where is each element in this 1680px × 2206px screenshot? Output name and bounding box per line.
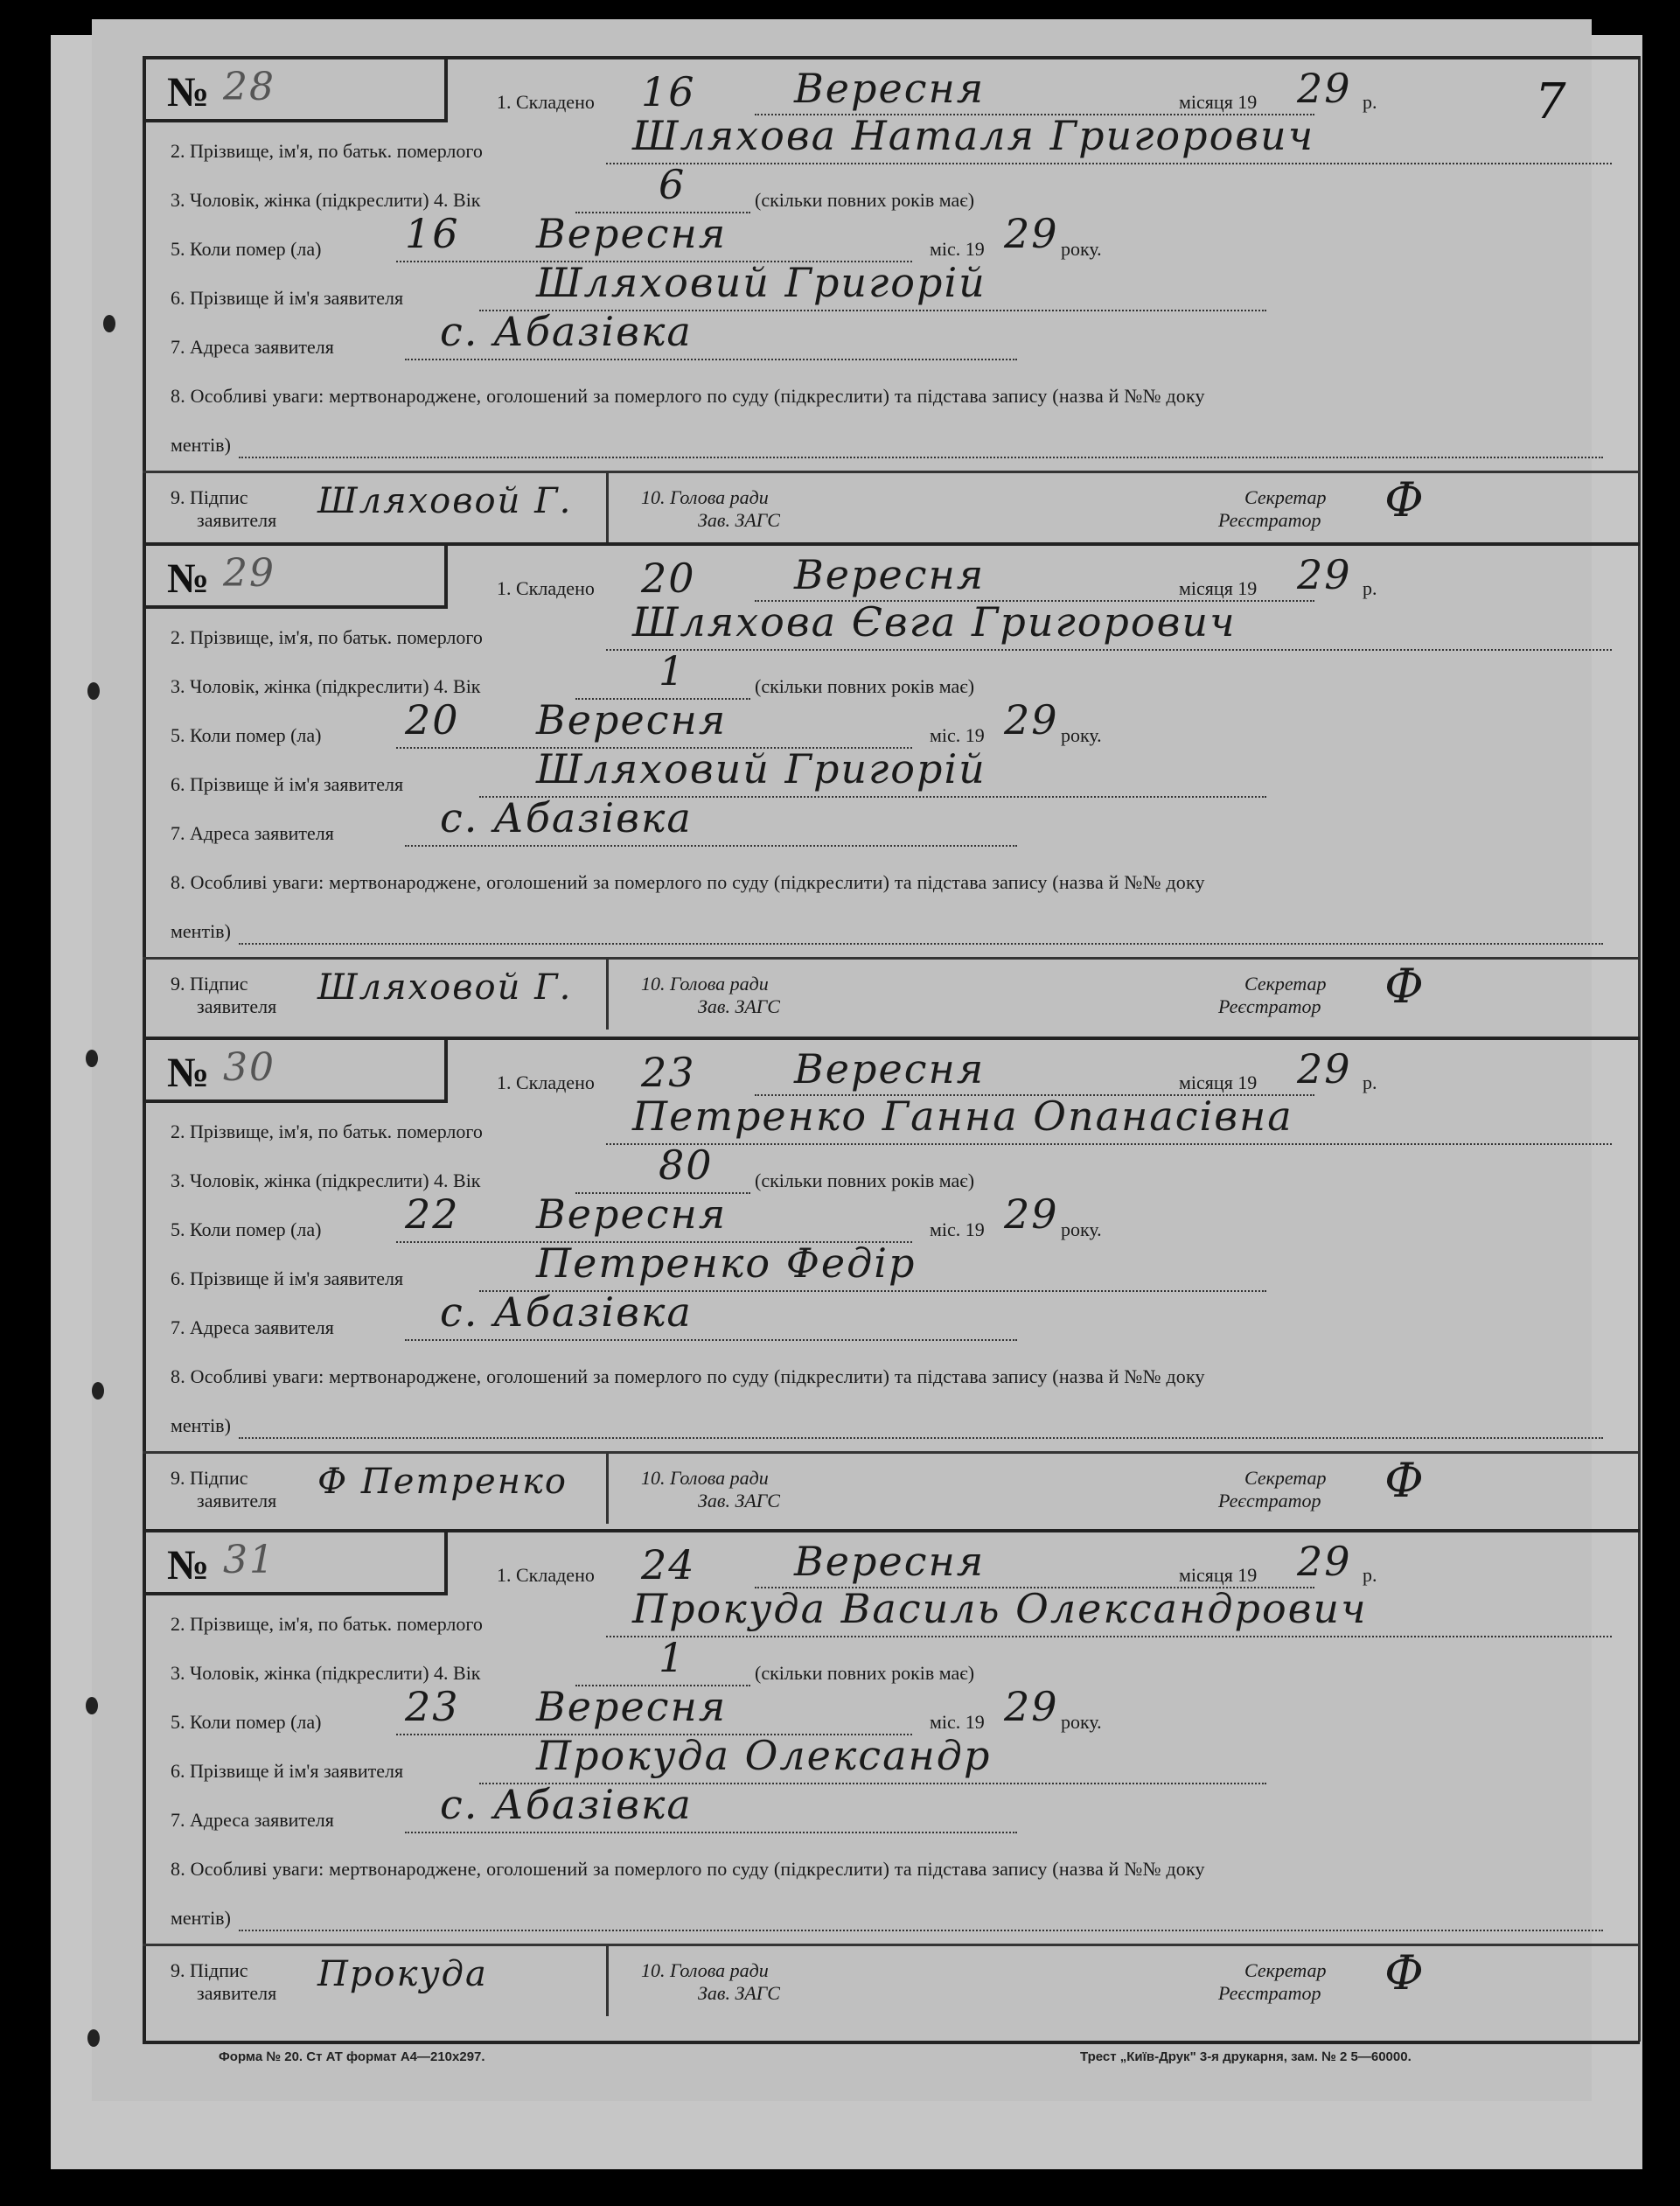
punch-hole — [103, 315, 115, 332]
number-sign: № — [167, 1050, 210, 1096]
label-month-year: місяця 19 — [1179, 91, 1258, 113]
dotted-line — [606, 1636, 1612, 1637]
death-record — [143, 542, 1640, 1032]
record-number-box — [143, 1040, 448, 1103]
record-number-box — [143, 1532, 448, 1595]
compiled-day: 24 — [641, 1541, 696, 1588]
label-surname: 2. Прізвище, ім'я, по батьк. померлого — [171, 626, 483, 648]
label-applicant: 6. Прізвище й ім'я заявителя — [171, 1267, 404, 1289]
label-death-year: міс. 19 — [930, 1711, 985, 1733]
deceased-age: 6 — [659, 161, 687, 208]
record-number: 31 — [223, 1538, 275, 1582]
death-month: Вересня — [536, 1683, 728, 1730]
label-sex-age: 3. Чоловік, жінка (підкреслити) 4. Вік — [171, 189, 481, 211]
applicant-signature: Шляховой Г. — [317, 481, 573, 521]
label-secretary: Секретар — [1244, 1467, 1327, 1489]
label-special-notes: 8. Особливі уваги: мертвонароджене, оголошений за померлого по суду (підкреслити) та підстава запису (назва й №№ доку — [171, 871, 1205, 893]
label-documents: ментів) — [171, 1907, 231, 1929]
number-sign: № — [167, 1542, 210, 1588]
label-death-date: 5. Коли помер (ла) — [171, 1711, 322, 1733]
label-documents: ментів) — [171, 1414, 231, 1436]
record-number: 28 — [223, 65, 275, 109]
footer-printer: Трест „Київ-Друк" 3-я друкарня, зам. № 2 5—60000. — [1080, 2049, 1412, 2064]
label-sex-age: 3. Чоловік, жінка (підкреслити) 4. Вік — [171, 1169, 481, 1191]
signature-divider — [606, 1946, 609, 2016]
applicant-address: с. Абазівка — [440, 794, 693, 841]
compiled-month: Вересня — [794, 1045, 986, 1093]
deceased-name: Шляхова Євга Григорович — [632, 598, 1237, 646]
label-address: 7. Адреса заявителя — [171, 822, 334, 844]
label-year-suffix: р. — [1363, 577, 1377, 599]
label-signature: 9. Підпис — [171, 1959, 248, 1981]
death-day: 22 — [405, 1190, 460, 1238]
record-number: 29 — [223, 551, 275, 596]
label-month-year: місяця 19 — [1179, 577, 1258, 599]
label-compiled: 1. Складено — [497, 1564, 595, 1586]
label-full-years: (скільки повних років має) — [755, 189, 975, 211]
dotted-line — [239, 943, 1603, 945]
compiled-day: 23 — [641, 1049, 696, 1096]
death-year: 29 — [1004, 210, 1059, 257]
deceased-name: Петренко Ганна Опанасівна — [632, 1093, 1293, 1140]
deceased-name: Прокуда Василь Олександрович — [632, 1585, 1368, 1632]
label-sex-age: 3. Чоловік, жінка (підкреслити) 4. Вік — [171, 1662, 481, 1684]
number-sign: № — [167, 69, 210, 115]
label-zags-head: Зав. ЗАГС — [698, 509, 780, 531]
label-applicant-sign: заявителя — [197, 995, 277, 1017]
death-day: 16 — [405, 210, 460, 257]
death-record — [143, 1529, 1640, 2019]
punch-hole — [87, 2029, 100, 2047]
label-full-years: (скільки повних років має) — [755, 1169, 975, 1191]
death-month: Вересня — [536, 696, 728, 743]
label-council-head: 10. Голова ради — [641, 486, 769, 508]
compiled-month: Вересня — [794, 1538, 986, 1585]
compiled-year: 29 — [1297, 1538, 1352, 1585]
label-signature: 9. Підпис — [171, 1467, 248, 1489]
applicant-address: с. Абазівка — [440, 308, 693, 355]
label-special-notes: 8. Особливі уваги: мертвонароджене, оголошений за померлого по суду (підкреслити) та підстава запису (назва й №№ доку — [171, 1365, 1205, 1387]
dotted-line — [405, 845, 1017, 847]
compiled-year: 29 — [1297, 65, 1352, 112]
applicant-name: Шляховий Григорій — [536, 259, 986, 306]
record-number-box — [143, 59, 448, 122]
label-roku: року. — [1061, 238, 1102, 260]
label-compiled: 1. Складено — [497, 577, 595, 599]
label-registrar: Реєстратор — [1218, 995, 1321, 1017]
label-applicant: 6. Прізвище й ім'я заявителя — [171, 773, 404, 795]
death-record — [143, 56, 1640, 546]
death-record — [143, 1037, 1640, 1526]
compiled-month: Вересня — [794, 65, 986, 112]
dotted-line — [239, 1437, 1603, 1439]
label-council-head: 10. Голова ради — [641, 1467, 769, 1489]
label-special-notes: 8. Особливі уваги: мертвонароджене, оголошений за померлого по суду (підкреслити) та підстава запису (назва й №№ доку — [171, 385, 1205, 407]
registrar-signature: Ф — [1384, 959, 1426, 1014]
deceased-age: 1 — [659, 1634, 687, 1681]
applicant-address: с. Абазівка — [440, 1288, 693, 1336]
label-applicant: 6. Прізвище й ім'я заявителя — [171, 287, 404, 309]
dotted-line — [405, 1339, 1017, 1341]
label-sex-age: 3. Чоловік, жінка (підкреслити) 4. Вік — [171, 675, 481, 697]
label-death-date: 5. Коли помер (ла) — [171, 238, 322, 260]
label-compiled: 1. Складено — [497, 91, 595, 113]
label-full-years: (скільки повних років має) — [755, 1662, 975, 1684]
label-month-year: місяця 19 — [1179, 1072, 1258, 1093]
death-day: 20 — [405, 696, 460, 743]
label-registrar: Реєстратор — [1218, 1490, 1321, 1511]
label-zags-head: Зав. ЗАГС — [698, 1982, 780, 2004]
label-year-suffix: р. — [1363, 1564, 1377, 1586]
dotted-line — [405, 359, 1017, 360]
punch-hole — [92, 1382, 104, 1400]
label-applicant-sign: заявителя — [197, 1982, 277, 2004]
dotted-line — [606, 1143, 1612, 1145]
label-death-year: міс. 19 — [930, 1218, 985, 1240]
number-sign: № — [167, 555, 210, 602]
label-address: 7. Адреса заявителя — [171, 1809, 334, 1831]
label-death-date: 5. Коли помер (ла) — [171, 1218, 322, 1240]
label-applicant: 6. Прізвище й ім'я заявителя — [171, 1760, 404, 1782]
label-council-head: 10. Голова ради — [641, 973, 769, 995]
signature-divider — [606, 473, 609, 543]
compiled-month: Вересня — [794, 551, 986, 598]
record-number: 30 — [223, 1045, 275, 1090]
label-roku: року. — [1061, 1711, 1102, 1733]
registrar-signature: Ф — [1384, 1453, 1426, 1508]
applicant-signature: Ф Петренко — [317, 1462, 568, 1502]
bottom-border — [143, 2041, 1640, 2044]
deceased-age: 80 — [659, 1141, 714, 1189]
compiled-day: 16 — [641, 68, 696, 115]
label-registrar: Реєстратор — [1218, 509, 1321, 531]
dotted-line — [405, 1832, 1017, 1833]
compiled-year: 29 — [1297, 1045, 1352, 1093]
label-roku: року. — [1061, 1218, 1102, 1240]
label-secretary: Секретар — [1244, 1959, 1327, 1981]
punch-hole — [86, 1050, 98, 1067]
label-registrar: Реєстратор — [1218, 1982, 1321, 2004]
label-death-date: 5. Коли помер (ла) — [171, 724, 322, 746]
label-death-year: міс. 19 — [930, 238, 985, 260]
record-number-box — [143, 546, 448, 609]
deceased-age: 1 — [659, 647, 687, 695]
punch-hole — [86, 1697, 98, 1714]
label-secretary: Секретар — [1244, 973, 1327, 995]
applicant-address: с. Абазівка — [440, 1781, 693, 1828]
dotted-line — [239, 457, 1603, 458]
deceased-name: Шляхова Наталя Григорович — [632, 112, 1315, 159]
label-secretary: Секретар — [1244, 486, 1327, 508]
label-special-notes: 8. Особливі уваги: мертвонароджене, оголошений за померлого по суду (підкреслити) та підстава запису (назва й №№ доку — [171, 1858, 1205, 1880]
page-number-mark: 7 — [1535, 73, 1566, 130]
death-month: Вересня — [536, 1190, 728, 1238]
label-roku: року. — [1061, 724, 1102, 746]
label-zags-head: Зав. ЗАГС — [698, 995, 780, 1017]
label-applicant-sign: заявителя — [197, 1490, 277, 1511]
death-year: 29 — [1004, 696, 1059, 743]
label-surname: 2. Прізвище, ім'я, по батьк. померлого — [171, 140, 483, 162]
compiled-year: 29 — [1297, 551, 1352, 598]
applicant-name: Шляховий Григорій — [536, 745, 986, 792]
signature-divider — [606, 960, 609, 1030]
label-council-head: 10. Голова ради — [641, 1959, 769, 1981]
label-signature: 9. Підпис — [171, 973, 248, 995]
label-documents: ментів) — [171, 920, 231, 942]
death-year: 29 — [1004, 1683, 1059, 1730]
label-surname: 2. Прізвище, ім'я, по батьк. померлого — [171, 1120, 483, 1142]
label-year-suffix: р. — [1363, 1072, 1377, 1093]
label-surname: 2. Прізвище, ім'я, по батьк. померлого — [171, 1613, 483, 1635]
label-applicant-sign: заявителя — [197, 509, 277, 531]
label-compiled: 1. Складено — [497, 1072, 595, 1093]
applicant-name: Петренко Федір — [536, 1239, 917, 1287]
compiled-day: 20 — [641, 555, 696, 602]
dotted-line — [239, 1930, 1603, 1931]
death-month: Вересня — [536, 210, 728, 257]
dotted-line — [606, 649, 1612, 651]
dotted-line — [606, 163, 1612, 164]
applicant-signature: Прокуда — [317, 1954, 488, 1994]
registrar-signature: Ф — [1384, 472, 1426, 527]
label-documents: ментів) — [171, 434, 231, 456]
label-zags-head: Зав. ЗАГС — [698, 1490, 780, 1511]
label-signature: 9. Підпис — [171, 486, 248, 508]
footer-form-number: Форма № 20. Ст АТ формат А4—210х297. — [219, 2049, 485, 2064]
death-day: 23 — [405, 1683, 460, 1730]
death-year: 29 — [1004, 1190, 1059, 1238]
applicant-name: Прокуда Олександр — [536, 1732, 992, 1779]
punch-hole — [87, 682, 100, 700]
registrar-signature: Ф — [1384, 1945, 1426, 2000]
label-month-year: місяця 19 — [1179, 1564, 1258, 1586]
label-full-years: (скільки повних років має) — [755, 675, 975, 697]
label-death-year: міс. 19 — [930, 724, 985, 746]
label-address: 7. Адреса заявителя — [171, 336, 334, 358]
applicant-signature: Шляховой Г. — [317, 967, 573, 1008]
label-address: 7. Адреса заявителя — [171, 1316, 334, 1338]
label-year-suffix: р. — [1363, 91, 1377, 113]
signature-divider — [606, 1454, 609, 1524]
